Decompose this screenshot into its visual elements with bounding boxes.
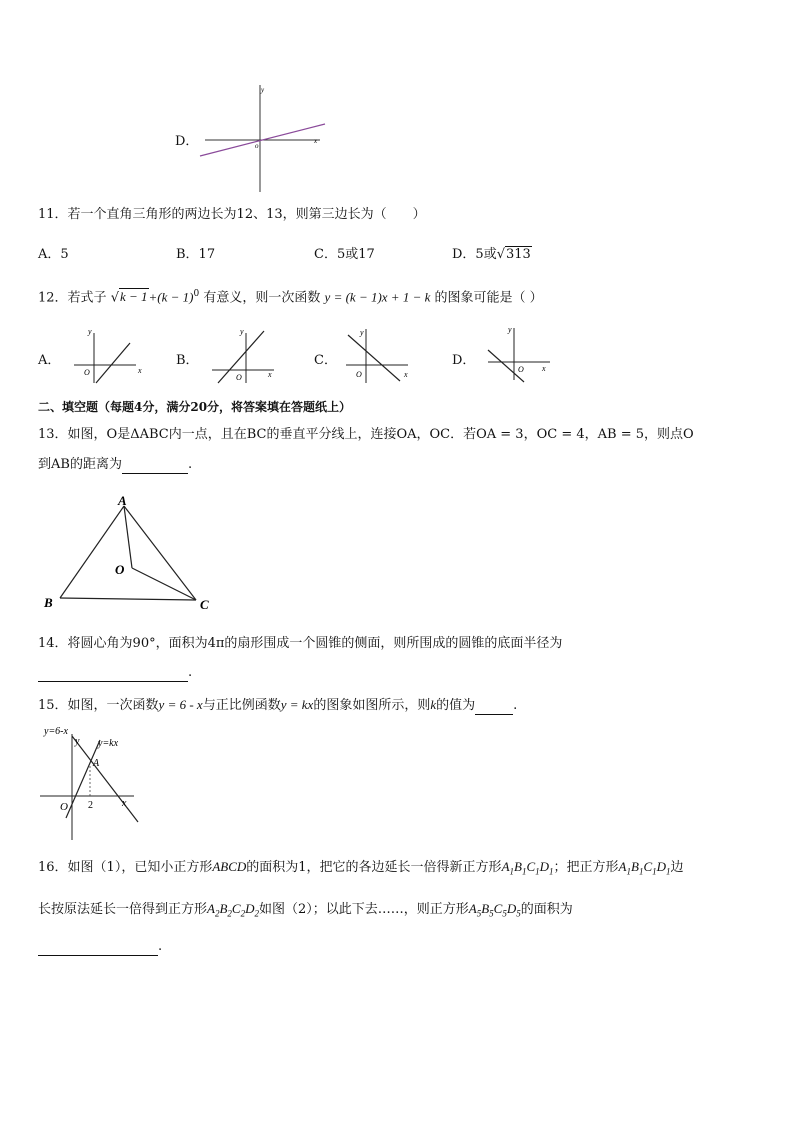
- q10-option-d-label: D．: [175, 134, 199, 149]
- q12-expr-rest: +(k − 1): [148, 289, 194, 305]
- q15-suffix1: 的图象如图所示，则: [313, 698, 431, 713]
- q11-option-d-text: D．5或: [452, 247, 497, 262]
- q16-square2: $A_2B_2C_2D_2$: [207, 901, 259, 919]
- q11-option-a[interactable]: A．5: [38, 247, 69, 262]
- q12-suffix: 的图象可能是（ ）: [434, 290, 543, 306]
- q14-answer-blank[interactable]: [38, 667, 188, 682]
- q12-option-a-label[interactable]: A．: [38, 353, 61, 368]
- q13-label-o: O: [115, 562, 125, 577]
- q12-option-d-graph: [482, 322, 562, 382]
- q16-line3-suffix: .: [158, 939, 163, 954]
- q16-line2: [38, 900, 573, 923]
- q16-line1-a: 16．如图（1），已知小正方形: [38, 860, 213, 875]
- q13-line1: 13．如图，O是ΔABC内一点，且在BC的垂直平分线上，连接OA，OC．若OA = 3，OC = 4，AB = 5，则点O: [38, 427, 694, 442]
- q11-sqrt-value: 313: [506, 247, 531, 262]
- q14-line1: 14．将圆心角为90°，面积为4π的扇形围成一个圆锥的侧面，则所围成的圆锥的底面半径为: [38, 636, 563, 651]
- q15-f1: y = 6 - x: [158, 697, 203, 712]
- q16-square5: $A_5B_5C_5D_5$: [468, 901, 521, 919]
- q15-label-y: y: [75, 736, 80, 747]
- q12b-o: O: [236, 373, 242, 382]
- q12-option-c-label[interactable]: C．: [314, 353, 337, 368]
- q12a-x: x: [138, 366, 142, 375]
- q10-x-label: x: [314, 137, 318, 145]
- q12b-y: y: [240, 327, 244, 336]
- q12-option-b-label[interactable]: B．: [176, 353, 199, 368]
- q16-square1-b: $A_1B_1C_1D_1$: [618, 859, 671, 877]
- q12b-x: x: [268, 370, 272, 379]
- q15-label-tick: 2: [88, 800, 93, 811]
- q12c-o: O: [356, 370, 362, 379]
- q12-sqrt-sign: √: [110, 290, 119, 306]
- q13-label-b: B: [44, 595, 53, 610]
- q13-label-c: C: [200, 597, 209, 612]
- q12-question: [38, 285, 543, 307]
- q12d-x: x: [542, 364, 546, 373]
- q13-triangle-figure: [40, 492, 220, 612]
- q12-option-a-graph: [68, 325, 148, 385]
- section2-title: 二、填空题（每题4分，满分20分，将答案填在答题纸上）: [38, 400, 352, 414]
- q12c-x: x: [404, 370, 408, 379]
- q16-line2-c: 的面积为: [520, 902, 573, 917]
- q13-label-a: A: [118, 493, 127, 508]
- q12-option-c-graph: [340, 325, 420, 385]
- q13-answer-blank[interactable]: [122, 459, 188, 474]
- q12a-y: y: [88, 327, 92, 336]
- q13-line2-suffix: .: [187, 457, 193, 472]
- q15-label-a: A: [93, 758, 100, 769]
- q15-k: k: [430, 697, 437, 712]
- q15-answer-blank[interactable]: [475, 700, 513, 715]
- q15-question: [38, 696, 517, 715]
- q15-prefix: 15．如图，一次函数: [38, 698, 159, 713]
- q16-square1-a: $A_1B_1C_1D_1$: [501, 859, 554, 877]
- q13-line2: [38, 456, 192, 474]
- q16-line1-b: 的面积为1，把它的各边延长一倍得新正方形: [246, 860, 502, 875]
- q14-line2: [38, 664, 192, 682]
- q15-f2: y = kx: [280, 697, 314, 712]
- q15-suffix3: .: [513, 698, 518, 713]
- q12-middle: 有意义，则一次函数: [203, 290, 321, 306]
- q13-line2-prefix: 到AB的距离为: [38, 457, 122, 472]
- q11-sqrt-sign: √: [496, 247, 505, 262]
- q15-graph: [38, 722, 148, 842]
- q12-prefix: 12．若式子: [38, 290, 107, 306]
- q10-option-d-graph: [195, 80, 335, 200]
- q12-option-d-label[interactable]: D．: [452, 353, 476, 368]
- q16-line1: [38, 858, 684, 881]
- q14-line2-suffix: .: [188, 665, 193, 680]
- q11-option-d[interactable]: [452, 243, 532, 262]
- q15-label-o: O: [60, 801, 68, 813]
- q16-line2-a: 长按原法延长一倍得到正方形: [38, 902, 208, 917]
- q15-suffix2: 的值为: [436, 698, 476, 713]
- q12-option-b-graph: [206, 325, 286, 385]
- q11-question: 11．若一个直角三角形的两边长为12、13，则第三边长为（ ）: [38, 207, 426, 222]
- q10-origin-label: o: [255, 142, 259, 150]
- q16-line2-b: 如图（2）；以此下去……，则正方形: [258, 902, 469, 917]
- q12d-o: O: [518, 365, 524, 374]
- q15-label-f2: y=kx: [98, 738, 119, 749]
- q12-exp0: 0: [193, 289, 200, 299]
- q11-option-c[interactable]: C．5或17: [314, 247, 375, 262]
- q12d-y: y: [508, 325, 512, 334]
- q10-y-label: y: [261, 86, 265, 94]
- q16-abcd: ABCD: [212, 859, 247, 874]
- q16-line1-c: ；把正方形: [553, 860, 619, 875]
- q12c-y: y: [360, 328, 364, 337]
- q12a-o: O: [84, 368, 90, 377]
- q12-sqrt-expr: k − 1: [119, 289, 148, 305]
- q15-label-x: x: [122, 798, 127, 809]
- q15-label-f1: y=6-x: [44, 726, 68, 737]
- q12-func: y = (k − 1)x + 1 − k: [324, 289, 431, 305]
- q11-option-b[interactable]: B．17: [176, 247, 216, 262]
- q15-mid: 与正比例函数: [202, 698, 281, 713]
- q16-line1-d: 边: [670, 860, 684, 875]
- q16-answer-blank[interactable]: [38, 941, 158, 956]
- q16-line3: [38, 938, 162, 956]
